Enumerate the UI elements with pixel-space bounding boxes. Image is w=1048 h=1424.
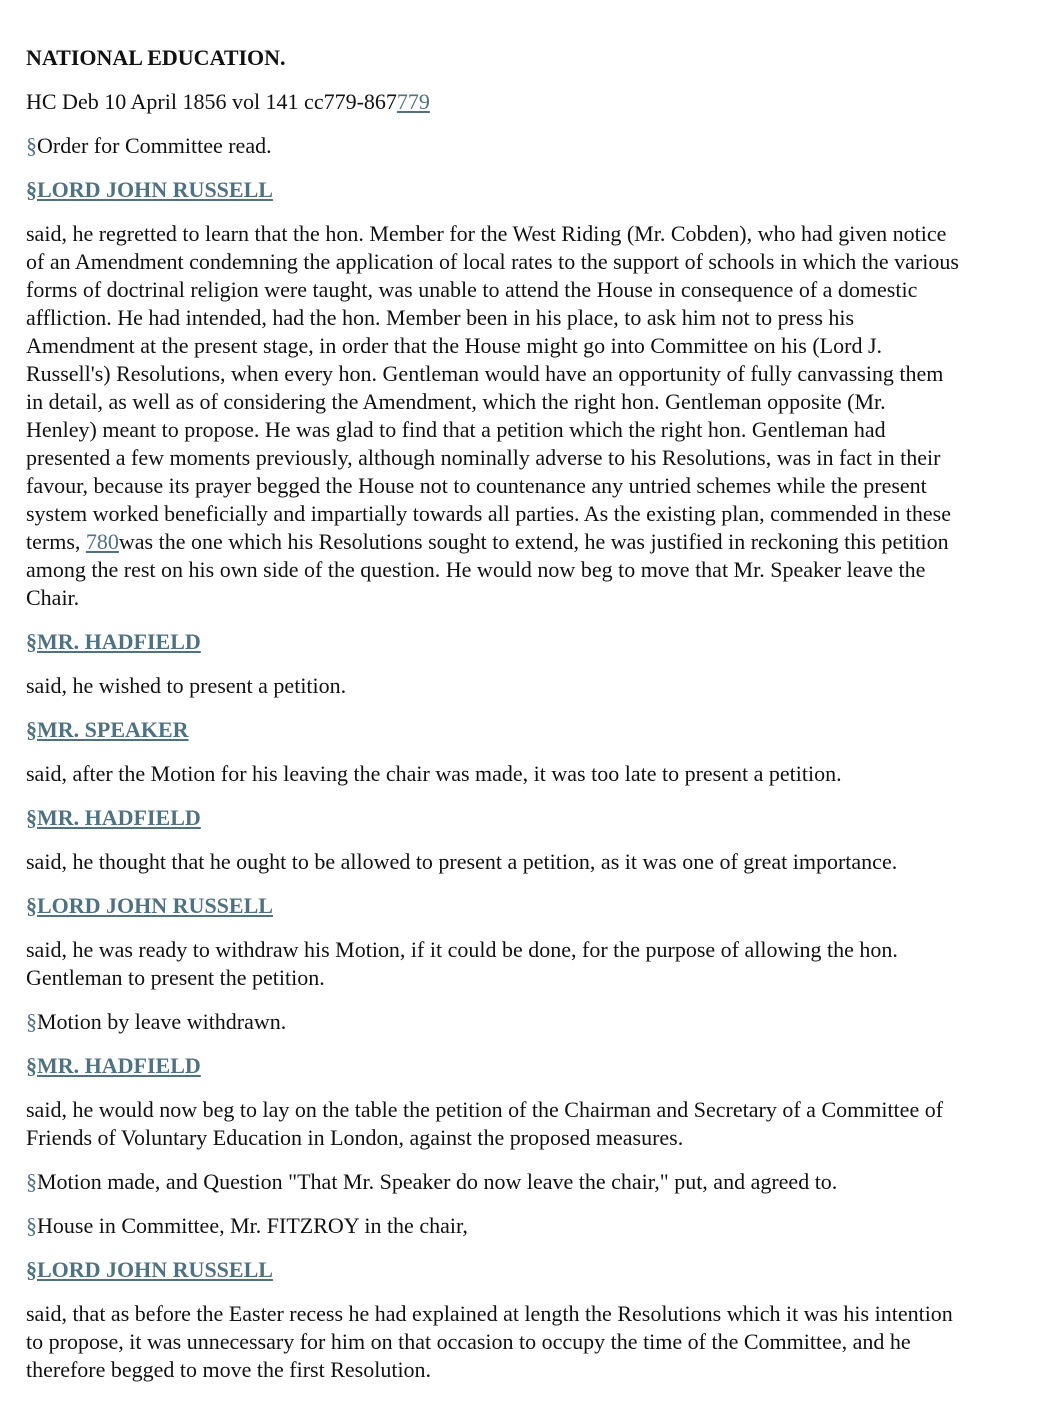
speaker-link[interactable]: MR. HADFIELD bbox=[37, 1053, 201, 1078]
speaker-link[interactable]: LORD JOHN RUSSELL bbox=[37, 1257, 273, 1282]
speech-text: said, he wished to present a petition. bbox=[26, 673, 347, 698]
speaker-heading bbox=[26, 1052, 961, 1080]
procedural-text: House in Committee, Mr. FITZROY in the chair, bbox=[37, 1213, 468, 1238]
procedural-motion bbox=[26, 1168, 961, 1196]
speaker-link[interactable]: LORD JOHN RUSSELL bbox=[37, 893, 273, 918]
procedural-committee bbox=[26, 1212, 961, 1240]
section-link[interactable]: § bbox=[26, 1053, 37, 1078]
speaker-heading bbox=[26, 628, 961, 656]
procedural-order bbox=[26, 132, 961, 160]
speech-text-part: was the one which his Resolutions sought to extend, he was justified in reckoning this petition among the rest on his own side of the question. He would now beg to move that Mr. Speaker leave the Chair. bbox=[26, 529, 949, 610]
speech-text: said, he thought that he ought to be allowed to present a petition, as it was one of great importance. bbox=[26, 849, 898, 874]
section-link[interactable]: § bbox=[26, 1009, 37, 1034]
procedural-withdrawn bbox=[26, 1008, 961, 1036]
section-link[interactable]: § bbox=[26, 805, 37, 830]
section-link[interactable]: § bbox=[26, 177, 37, 202]
speech-text-part: said, he regretted to learn that the hon. Member for the West Riding (Mr. Cobden), who had given notice of an Amendment condemning the application of local rates to the support of schools in which the various forms of doctrinal religion were taught, was unable to attend the House in consequence of a domestic affliction. He had intended, had the hon. Member been in his place, to ask him not to press his Amendment at the present stage, in order that the House might go into Committee on his (Lord J. Russell's) Resolutions, when every hon. Gentleman would have an opportunity of fully canvassing them in detail, as well as of considering the Amendment, which the right hon. Gentleman opposite (Mr. Henley) meant to propose. He was glad to find that a petition which the right hon. Gentleman had presented a few moments previously, although nominally adverse to his Resolutions, was in fact in their favour, because its prayer begged the House not to countenance any untried schemes while the present system worked beneficially and impartially towards all parties. As the existing plan, commended in these terms, bbox=[26, 221, 959, 554]
section-link[interactable]: § bbox=[26, 717, 37, 742]
procedural-text: Order for Committee read. bbox=[37, 133, 272, 158]
section-link[interactable]: § bbox=[26, 893, 37, 918]
procedural-text: Motion made, and Question "That Mr. Speaker do now leave the chair," put, and agreed to. bbox=[37, 1169, 838, 1194]
speech-text: said, he was ready to withdraw his Motion, if it could be done, for the purpose of allowing the hon. Gentleman to present the petition. bbox=[26, 937, 898, 990]
section-link[interactable]: § bbox=[26, 1213, 37, 1238]
speaker-heading bbox=[26, 176, 961, 204]
citation-text: HC Deb 10 April 1856 vol 141 cc779-867 bbox=[26, 89, 397, 114]
section-link[interactable]: § bbox=[26, 1257, 37, 1282]
speech-text: said, that as before the Easter recess he had explained at length the Resolutions which it was his intention to propose, it was unnecessary for him on that occasion to occupy the time of the Committee, and he therefore begged to move the first Resolution. bbox=[26, 1301, 953, 1382]
column-link-780[interactable]: 780 bbox=[85, 529, 119, 554]
speech-text: said, he would now beg to lay on the table the petition of the Chairman and Secretary of a Committee of Friends of Voluntary Education in London, against the proposed measures. bbox=[26, 1097, 944, 1150]
citation bbox=[26, 88, 961, 116]
procedural-text: Motion by leave withdrawn. bbox=[37, 1009, 287, 1034]
speaker-heading bbox=[26, 804, 961, 832]
speaker-link[interactable]: MR. HADFIELD bbox=[37, 629, 201, 654]
speaker-link[interactable]: MR. SPEAKER bbox=[37, 717, 189, 742]
column-link-779[interactable]: 779 bbox=[396, 89, 430, 114]
speech-text: said, after the Motion for his leaving the chair was made, it was too late to present a petition. bbox=[26, 761, 842, 786]
section-link[interactable]: § bbox=[26, 1169, 37, 1194]
speech-text bbox=[26, 220, 961, 612]
section-link[interactable]: § bbox=[26, 629, 37, 654]
page-title: NATIONAL EDUCATION. bbox=[26, 45, 286, 70]
speaker-heading bbox=[26, 892, 961, 920]
speaker-heading bbox=[26, 1256, 961, 1284]
speaker-link[interactable]: MR. HADFIELD bbox=[37, 805, 201, 830]
section-link[interactable]: § bbox=[26, 133, 37, 158]
speaker-heading bbox=[26, 716, 961, 744]
speaker-link[interactable]: LORD JOHN RUSSELL bbox=[37, 177, 273, 202]
